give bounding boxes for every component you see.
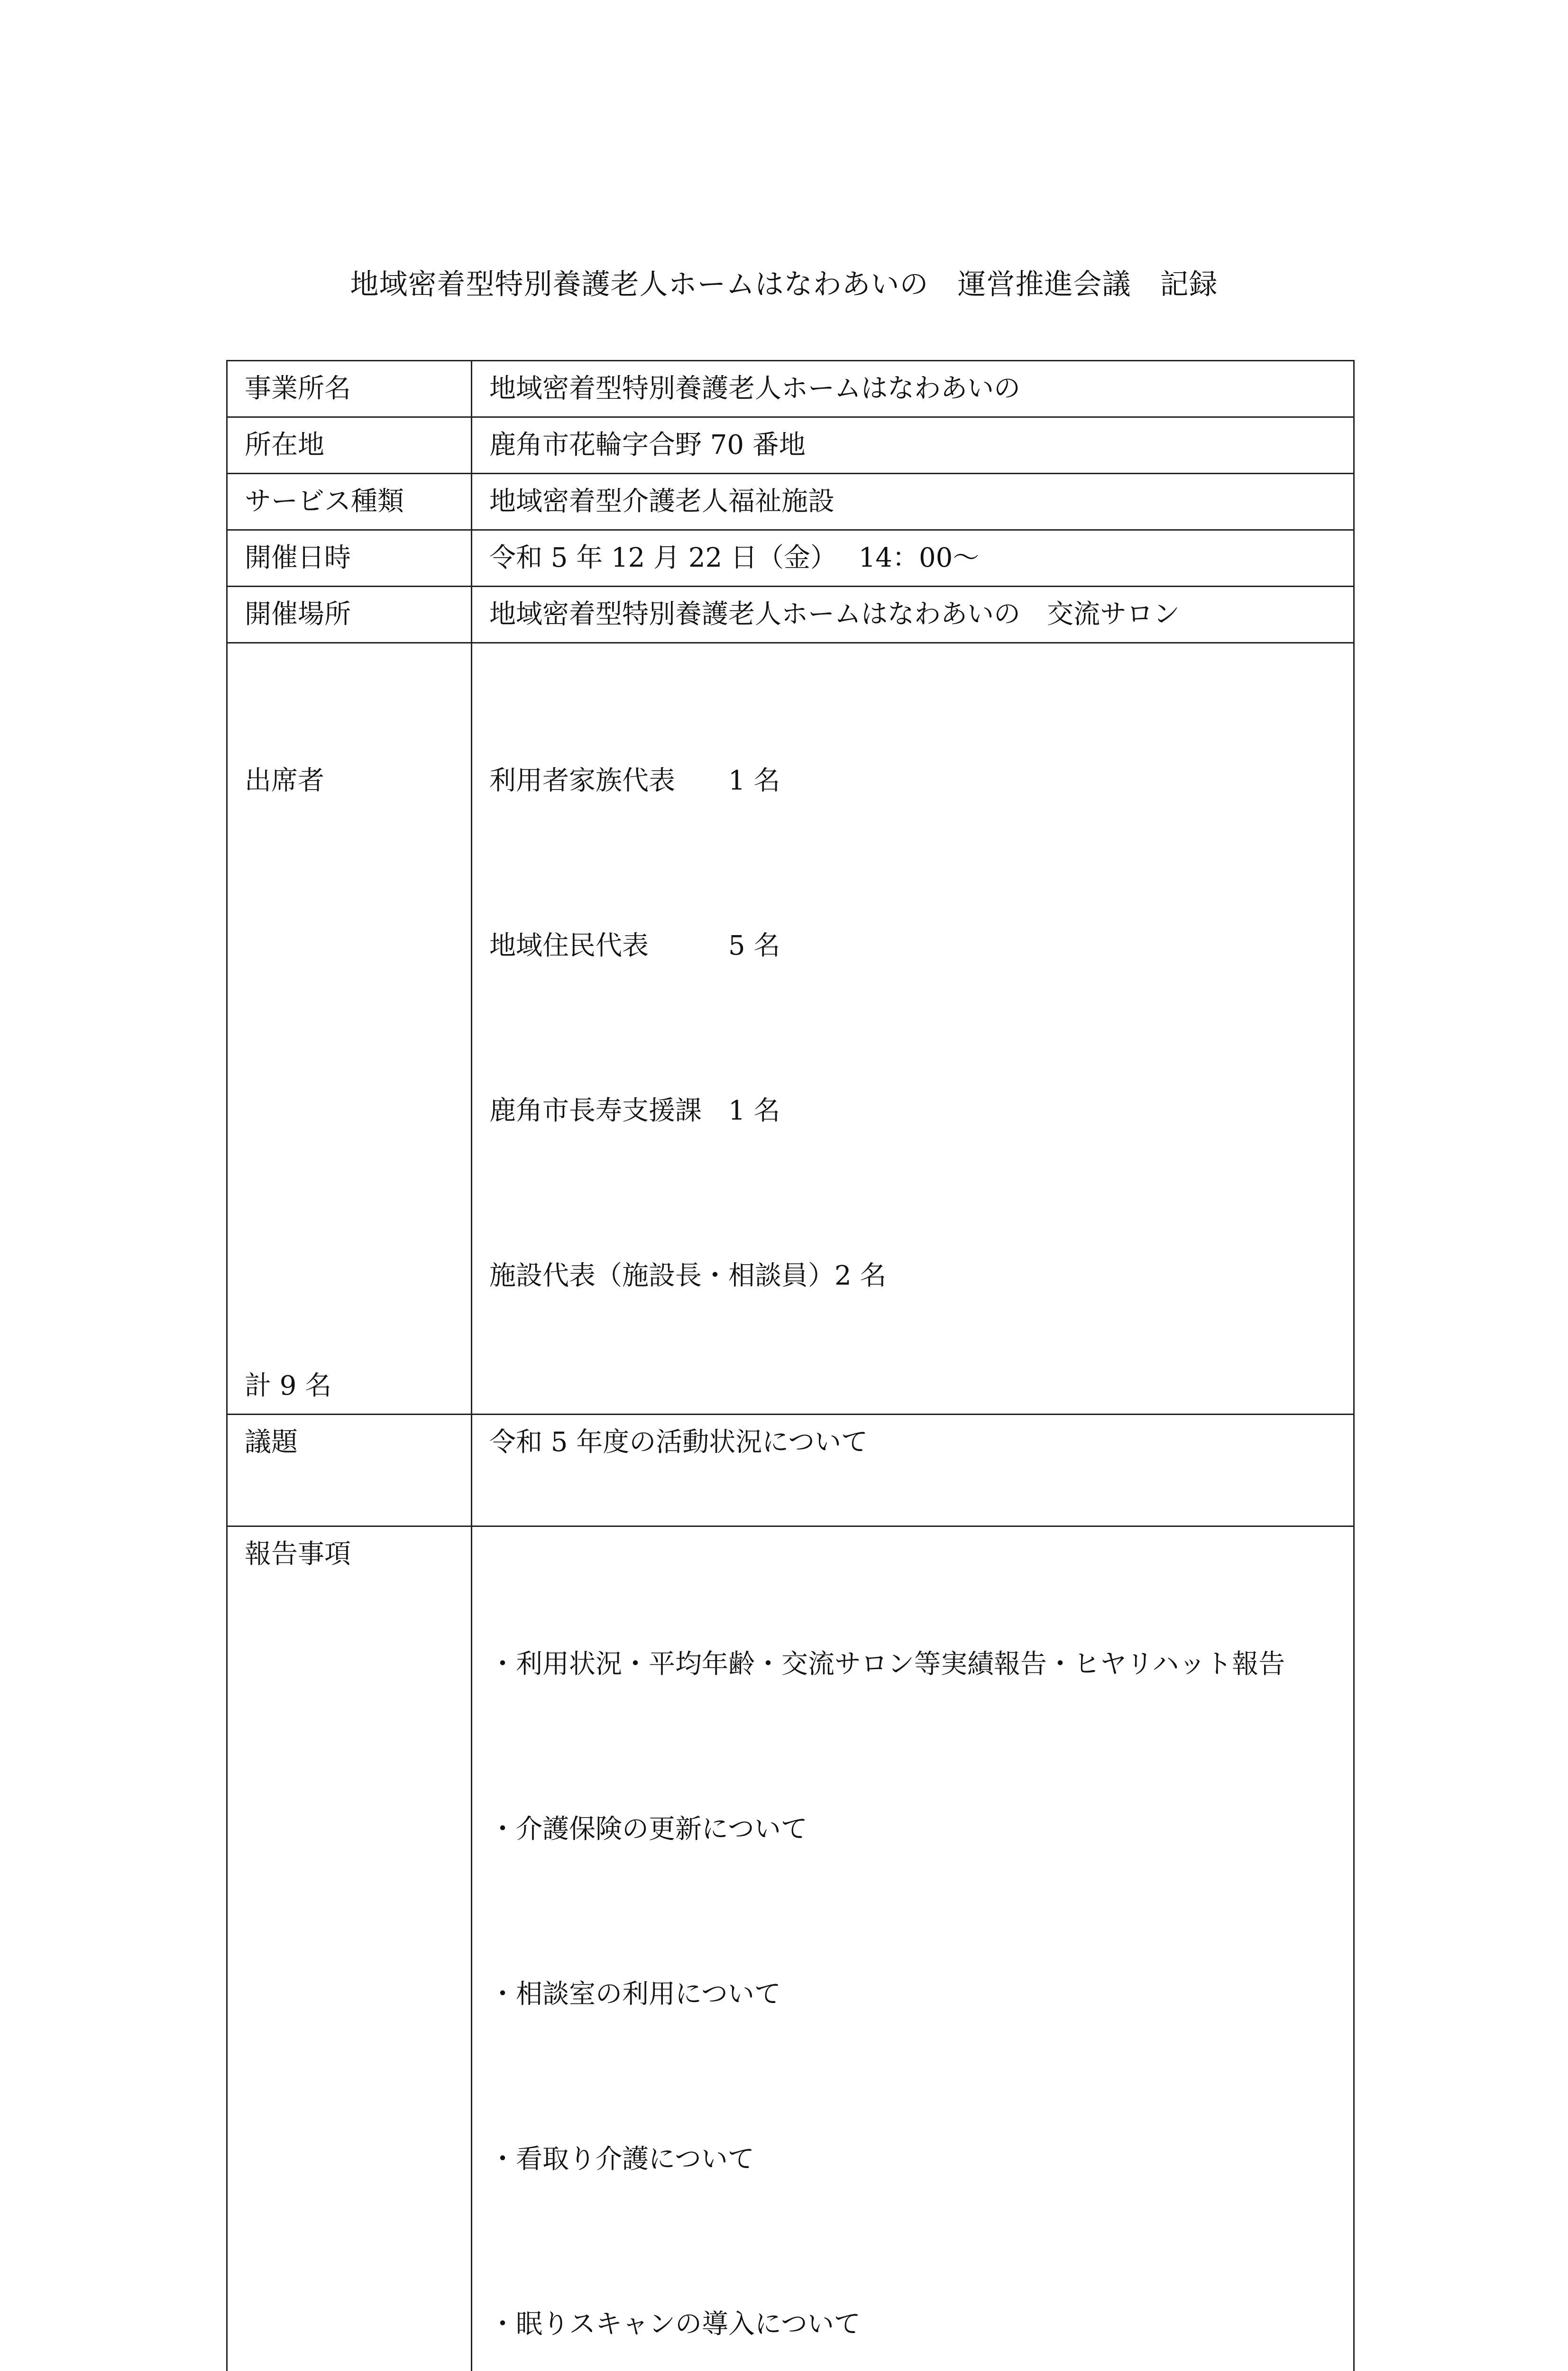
label-venue: 開催場所 [227, 587, 472, 643]
value-attendees [472, 643, 1354, 1415]
report-item: ・相談室の利用について [489, 1967, 1353, 2022]
value-agenda: 令和 5 年度の活動状況について [472, 1415, 1354, 1526]
row-report [227, 1526, 1354, 2371]
label-report: 報告事項 [227, 1526, 472, 2371]
label-service-type: サービス種類 [227, 474, 472, 530]
row-facility-name [227, 361, 1354, 417]
attendee-item: 地域住民代表 5 名 [489, 919, 1353, 974]
value-facility-name: 地域密着型特別養護老人ホームはなわあいの [472, 361, 1354, 417]
row-attendees [227, 643, 1354, 1415]
value-report [472, 1526, 1354, 2371]
report-item: ・看取り介護について [489, 2132, 1353, 2187]
value-address: 鹿角市花輪字合野 70 番地 [472, 417, 1354, 474]
report-item: ・眠りスキャンの導入について [489, 2297, 1353, 2352]
attendee-item: 鹿角市長寿支援課 1 名 [489, 1084, 1353, 1139]
report-item: ・介護保険の更新について [489, 1802, 1353, 1857]
label-address: 所在地 [227, 417, 472, 474]
label-agenda: 議題 [227, 1415, 472, 1526]
row-venue [227, 587, 1354, 643]
label-facility-name: 事業所名 [227, 361, 472, 417]
attendee-item: 施設代表（施設長・相談員）2 名 [489, 1249, 1353, 1304]
row-address [227, 417, 1354, 474]
value-date-time: 令和 5 年 12 月 22 日（金） 14：00～ [472, 530, 1354, 587]
value-venue: 地域密着型特別養護老人ホームはなわあいの 交流サロン [472, 587, 1354, 643]
row-date-time [227, 530, 1354, 587]
report-item: ・利用状況・平均年齢・交流サロン等実績報告・ヒヤリハット報告 [489, 1637, 1353, 1692]
document-title: 地域密着型特別養護老人ホームはなわあいの 運営推進会議 記録 [0, 263, 1568, 306]
row-service-type [227, 474, 1354, 530]
attendee-item: 利用者家族代表 1 名 [489, 754, 1353, 809]
row-agenda [227, 1415, 1354, 1526]
label-date-time: 開催日時 [227, 530, 472, 587]
meeting-record-table [226, 360, 1355, 2371]
label-attendees: 出席者 [245, 754, 471, 809]
label-attendees-cell [227, 643, 472, 1415]
attendees-total: 計 9 名 [245, 1359, 331, 1414]
value-service-type: 地域密着型介護老人福祉施設 [472, 474, 1354, 530]
